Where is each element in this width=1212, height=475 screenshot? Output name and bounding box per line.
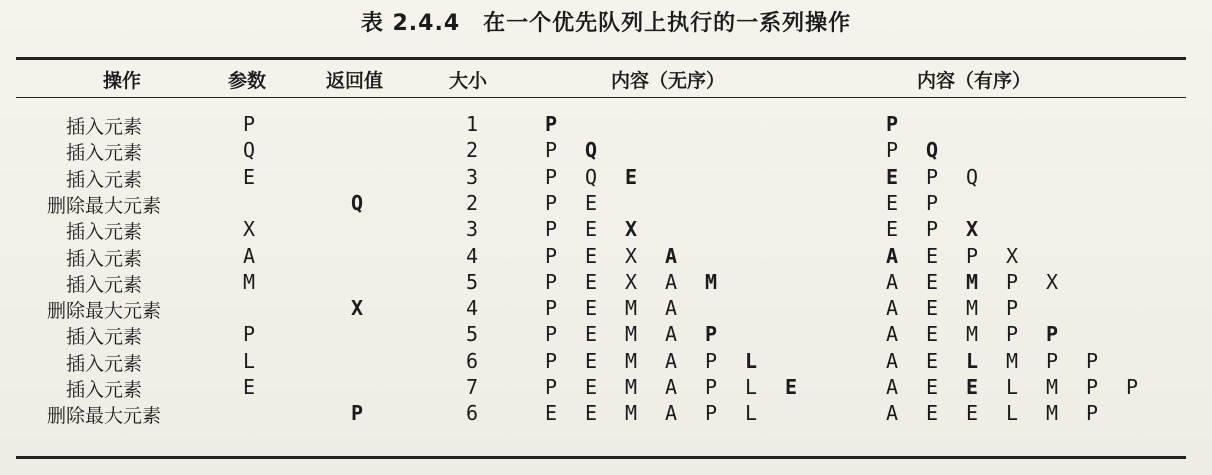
key-letter: P xyxy=(545,296,558,321)
operation-cell: 删除最大元素 xyxy=(46,194,161,217)
operation-cell: 删除最大元素 xyxy=(46,300,161,323)
contents-ordered-cell xyxy=(886,296,1046,320)
size-cell: 2 xyxy=(466,138,479,163)
contents-ordered-cell xyxy=(886,349,1126,373)
key-letter: P xyxy=(545,375,558,399)
key-letter: E xyxy=(926,269,939,294)
size-cell: 4 xyxy=(466,296,479,321)
header-operation: 操作 xyxy=(103,70,142,92)
operation-cell: 插入元素 xyxy=(65,168,142,191)
key-letter: M xyxy=(966,322,979,347)
key-letter: P xyxy=(705,322,718,347)
table-row xyxy=(0,244,1212,270)
operation-cell: 插入元素 xyxy=(65,221,142,244)
key-letter: P xyxy=(1086,401,1099,426)
key-letter: P xyxy=(1046,348,1059,373)
key-letter: A xyxy=(665,375,678,399)
key-letter: P xyxy=(545,348,558,373)
contents-ordered-cell xyxy=(886,112,926,136)
key-letter: P xyxy=(545,112,558,136)
key-letter: M xyxy=(966,269,979,294)
operation-cell: 插入元素 xyxy=(65,247,142,270)
contents-ordered-cell xyxy=(886,375,1166,399)
table-row xyxy=(0,165,1212,191)
key-letter: Q xyxy=(966,164,979,189)
key-letter: A xyxy=(665,322,678,347)
table-row xyxy=(0,138,1212,164)
operation-cell: 插入元素 xyxy=(65,273,142,296)
size-cell: 5 xyxy=(466,322,479,347)
contents-unordered-cell xyxy=(545,217,665,241)
key-letter: E xyxy=(926,296,939,321)
contents-ordered-cell xyxy=(886,270,1086,294)
operation-cell: 插入元素 xyxy=(65,352,142,375)
key-letter: E xyxy=(585,217,598,242)
header-argument: 参数 xyxy=(228,70,267,92)
argument-cell: P xyxy=(243,112,256,136)
contents-unordered-cell xyxy=(545,349,785,373)
contents-unordered-cell xyxy=(545,244,705,268)
key-letter: A xyxy=(886,375,899,399)
table-bottom-rule xyxy=(16,456,1186,459)
key-letter: E xyxy=(926,322,939,347)
contents-unordered-cell xyxy=(545,112,585,136)
key-letter: E xyxy=(585,243,598,268)
operation-cell: 插入元素 xyxy=(65,326,142,349)
key-letter: E xyxy=(545,401,558,426)
argument-cell: X xyxy=(243,217,256,242)
key-letter: E xyxy=(886,217,899,242)
key-letter: E xyxy=(926,375,939,399)
key-letter: E xyxy=(926,401,939,426)
argument-cell: L xyxy=(243,348,256,373)
key-letter: P xyxy=(886,112,899,136)
key-letter: P xyxy=(1046,322,1059,347)
table-row xyxy=(0,191,1212,217)
argument-cell: A xyxy=(243,243,256,268)
key-letter: A xyxy=(886,269,899,294)
key-letter: P xyxy=(1006,269,1019,294)
key-letter: P xyxy=(1006,296,1019,321)
argument-cell: Q xyxy=(243,138,256,163)
key-letter: E xyxy=(625,164,638,189)
table-row xyxy=(0,322,1212,348)
key-letter: M xyxy=(625,296,638,321)
key-letter: E xyxy=(585,269,598,294)
key-letter: Q xyxy=(585,138,598,163)
key-letter: X xyxy=(966,217,979,242)
key-letter: P xyxy=(1086,375,1099,399)
key-letter: Q xyxy=(585,164,598,189)
key-letter: Q xyxy=(926,138,939,163)
argument-cell: P xyxy=(243,322,256,347)
key-letter: M xyxy=(625,348,638,373)
key-letter: L xyxy=(966,348,979,373)
key-letter: M xyxy=(1046,375,1059,399)
key-letter: P xyxy=(1126,375,1139,399)
return-value-cell: Q xyxy=(351,190,364,215)
key-letter: E xyxy=(585,296,598,321)
key-letter: A xyxy=(886,348,899,373)
contents-unordered-cell xyxy=(545,191,625,215)
key-letter: P xyxy=(926,217,939,242)
contents-ordered-cell xyxy=(886,244,1046,268)
contents-unordered-cell xyxy=(545,375,825,399)
key-letter: E xyxy=(886,164,899,189)
table-row xyxy=(0,296,1212,322)
key-letter: P xyxy=(545,190,558,215)
key-letter: A xyxy=(886,296,899,321)
return-value-cell: X xyxy=(351,296,364,321)
contents-ordered-cell xyxy=(886,217,1006,241)
key-letter: M xyxy=(966,296,979,321)
key-letter: A xyxy=(886,401,899,426)
key-letter: P xyxy=(926,164,939,189)
contents-ordered-cell xyxy=(886,165,1006,189)
key-letter: L xyxy=(745,401,758,426)
key-letter: M xyxy=(1046,401,1059,426)
key-letter: P xyxy=(545,269,558,294)
key-letter: A xyxy=(665,243,678,268)
table-row xyxy=(0,217,1212,243)
key-letter: E xyxy=(585,190,598,215)
key-letter: L xyxy=(745,375,758,399)
key-letter: A xyxy=(665,401,678,426)
operation-cell: 插入元素 xyxy=(65,142,142,165)
key-letter: E xyxy=(886,190,899,215)
contents-unordered-cell xyxy=(545,270,745,294)
header-size: 大小 xyxy=(449,70,488,92)
key-letter: E xyxy=(926,348,939,373)
key-letter: P xyxy=(926,190,939,215)
header-return-value: 返回值 xyxy=(326,70,384,92)
size-cell: 7 xyxy=(466,375,479,399)
key-letter: M xyxy=(705,269,718,294)
key-letter: E xyxy=(585,348,598,373)
size-cell: 3 xyxy=(466,217,479,242)
table-header-rule xyxy=(16,97,1186,98)
key-letter: A xyxy=(665,296,678,321)
key-letter: P xyxy=(545,243,558,268)
table-row xyxy=(0,375,1212,401)
key-letter: M xyxy=(625,322,638,347)
key-letter: M xyxy=(1006,348,1019,373)
key-letter: A xyxy=(665,348,678,373)
table-row xyxy=(0,349,1212,375)
key-letter: P xyxy=(1086,348,1099,373)
key-letter: L xyxy=(1006,401,1019,426)
size-cell: 6 xyxy=(466,401,479,426)
table-row xyxy=(0,270,1212,296)
contents-ordered-cell xyxy=(886,138,966,162)
key-letter: X xyxy=(625,269,638,294)
key-letter: P xyxy=(705,375,718,399)
operation-cell: 删除最大元素 xyxy=(46,405,161,428)
key-letter: P xyxy=(966,243,979,268)
key-letter: E xyxy=(966,401,979,426)
key-letter: E xyxy=(966,375,979,399)
contents-ordered-cell xyxy=(886,191,966,215)
argument-cell: E xyxy=(243,375,256,399)
contents-unordered-cell xyxy=(545,296,705,320)
key-letter: M xyxy=(625,375,638,399)
contents-unordered-cell xyxy=(545,138,625,162)
size-cell: 4 xyxy=(466,243,479,268)
key-letter: E xyxy=(585,401,598,426)
key-letter: E xyxy=(585,322,598,347)
key-letter: E xyxy=(785,375,798,399)
contents-unordered-cell xyxy=(545,401,785,425)
key-letter: X xyxy=(625,243,638,268)
key-letter: M xyxy=(625,401,638,426)
key-letter: A xyxy=(886,322,899,347)
size-cell: 1 xyxy=(466,112,479,136)
key-letter: P xyxy=(705,401,718,426)
key-letter: A xyxy=(886,243,899,268)
contents-unordered-cell xyxy=(545,165,665,189)
key-letter: L xyxy=(745,348,758,373)
argument-cell: M xyxy=(243,269,256,294)
key-letter: P xyxy=(545,322,558,347)
operation-cell: 插入元素 xyxy=(65,116,142,138)
return-value-cell: P xyxy=(351,401,364,426)
contents-unordered-cell xyxy=(545,322,745,346)
table-row xyxy=(0,112,1212,138)
key-letter: X xyxy=(1046,269,1059,294)
key-letter: L xyxy=(1006,375,1019,399)
key-letter: P xyxy=(545,217,558,242)
contents-ordered-cell xyxy=(886,322,1086,346)
table-top-rule xyxy=(16,57,1186,60)
key-letter: P xyxy=(545,138,558,163)
header-contents-unordered: 内容（无序） xyxy=(611,70,726,92)
table-row xyxy=(0,401,1212,427)
key-letter: P xyxy=(705,348,718,373)
size-cell: 6 xyxy=(466,348,479,373)
key-letter: P xyxy=(1006,322,1019,347)
key-letter: A xyxy=(665,269,678,294)
operation-cell: 插入元素 xyxy=(65,379,142,401)
key-letter: X xyxy=(1006,243,1019,268)
size-cell: 3 xyxy=(466,164,479,189)
key-letter: E xyxy=(926,243,939,268)
argument-cell: E xyxy=(243,164,256,189)
size-cell: 5 xyxy=(466,269,479,294)
key-letter: E xyxy=(585,375,598,399)
size-cell: 2 xyxy=(466,190,479,215)
key-letter: X xyxy=(625,217,638,242)
header-contents-ordered: 内容（有序） xyxy=(917,70,1032,92)
key-letter: P xyxy=(886,138,899,163)
table-caption: 表 2.4.4 在一个优先队列上执行的一系列操作 xyxy=(360,11,852,36)
contents-ordered-cell xyxy=(886,401,1126,425)
key-letter: P xyxy=(545,164,558,189)
